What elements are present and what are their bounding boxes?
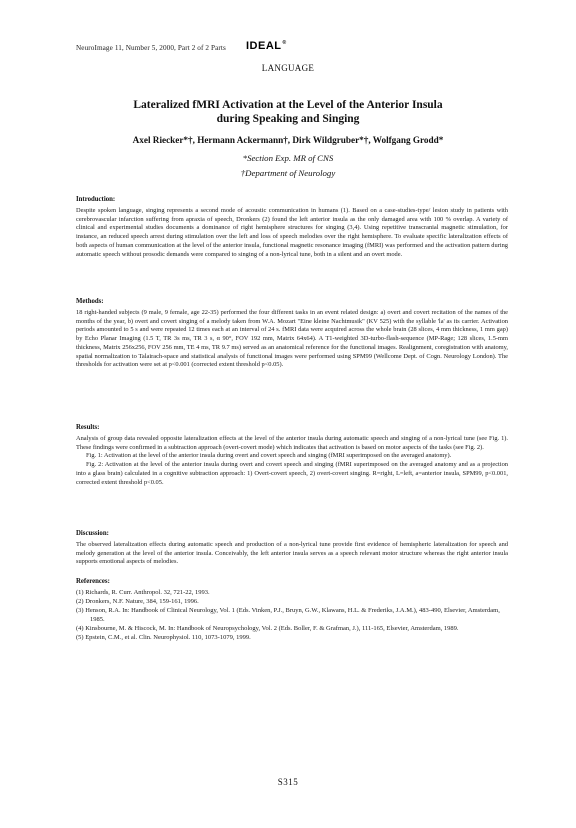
reference-item: (3) Henson, R.A. In: Handbook of Clinical Neurology, Vol. 1 (Eds. Vinken, P.J., Bruyn, G.W., Klawans, H.L. & Frederiks, J.A.M.), 483-490, Elsevier, Amsterdam, 1985. bbox=[76, 606, 500, 623]
reference-item: (1) Richards, R. Curr. Anthropol. 32, 721-22, 1993. bbox=[76, 589, 210, 596]
figure-2-caption: Fig. 2: Activation at the level of the anterior insula during overt and covert speech and singing (fMRI superimposed on the averaged anatomy and as a projection into a glass brain) calculated in a cognitive subtraction approach: 1) Overt-covert speech, 2) overt-covert singing. R=right, L=left, a=anterior insula, SPM99, p<0.001, corrected extent threshold p<0.05. bbox=[76, 461, 508, 486]
reference-item: (4) Kinsbourne, M. & Hiscock, M. In: Handbook of Neuropsychology, Vol. 2 (Eds. Boller, F. & Grafman, J.), 111-165, Elsevier, Amsterdam, 1989. bbox=[76, 624, 459, 632]
results-heading: Results: bbox=[76, 424, 100, 431]
reference-item: (5) Epstein, C.M., et al. Clin. Neurophysiol. 110, 1073-1079, 1999. bbox=[76, 633, 251, 641]
affiliation-2: †Department of Neurology bbox=[240, 168, 336, 178]
reference-list bbox=[76, 589, 508, 642]
methods-body bbox=[76, 309, 508, 370]
results-paragraph: Analysis of group data revealed opposite lateralization effects at the level of the anterior insula during automatic speech and singing of a non-lyrical tune (see Fig. 1). These findings were confirmed in a subtraction approach (overt-covert mode) which indicates that activation is based on motor aspects of the tasks (see Fig. 2). bbox=[76, 435, 508, 451]
methods-heading: Methods: bbox=[76, 298, 104, 305]
methods-paragraph: 18 right-handed subjects (9 male, 9 female, age 22-35) performed the four different tasks in an event related design: a) overt and covert recitation of the names of the months of the year, b) overt and covert singing of a melody taken from W.A. Mozart "Eine kleine Nachtmusik" (KV 525) with the syllable 'la' as its carrier. Activation periods amounted to 5 s and were repeated 12 times each at an interval of 24 s. fMRI data were acquired across the whole brain (28 slices, 4 mm thickness, 1 mm gap) by Echo Planar Imaging (1.5 T, TR 3s ms, TR 3 s, α 90°, FOV 192 mm, Matrix 64x64). A T1-weighted 3D-turbo-flash-sequence (MP-Rage; 128 slices, 1.5-mm thickness, Matrix 256x256, FOV 256 mm, TE 4 ms, TR 9.7 ms) served as an anatomical reference for the functional images. Realignment, coregistration with anatomy, spatial normalization to Talairach-space and statistical analysis of functional images were performed using SPM99 (Wellcome Dept. of Cogn. Neurology London). The thresholds for activation were set at p<0.001 (corrected extent threshold p<0.05). bbox=[76, 309, 508, 369]
reference-item: (2) Dronkers, N.F. Nature, 384, 159-161, 1996. bbox=[76, 597, 199, 605]
title-line-1: Lateralized fMRI Activation at the Level of the Anterior Insula bbox=[133, 99, 443, 111]
affiliation-1: *Section Exp. MR of CNS bbox=[242, 153, 334, 163]
article-title bbox=[80, 98, 496, 126]
author-list: Axel Riecker*†, Hermann Ackermann†, Dirk Wildgruber*†, Wolfgang Grodd* bbox=[132, 135, 444, 145]
discussion-paragraph: The observed lateralization effects during automatic speech and production of a non-lyrical tune provide first evidence of hemispheric lateralization for speech and melody generation at the level of the anterior insula. Conceivably, the left anterior insula serves as a speech relevant motor structure whereas the right anterior insula supports emotional aspects of melodies. bbox=[76, 541, 508, 566]
discussion-body bbox=[76, 541, 508, 567]
title-line-2: during Speaking and Singing bbox=[216, 113, 360, 125]
results-body bbox=[76, 435, 508, 487]
introduction-heading: Introduction: bbox=[76, 196, 116, 203]
references-heading: References: bbox=[76, 578, 110, 585]
publisher-logo bbox=[246, 40, 287, 54]
figure-1-caption: Fig. 1: Activation at the level of the anterior insula during overt and covert speech and singing (fMRI superimposed on the averaged anatomy). bbox=[86, 452, 452, 460]
page-number: S315 bbox=[277, 777, 299, 787]
section-label: LANGUAGE bbox=[261, 63, 315, 73]
introduction-body bbox=[76, 207, 508, 259]
discussion-heading: Discussion: bbox=[76, 530, 109, 537]
introduction-paragraph: Despite spoken language, singing represents a second mode of acoustic communication in humans (1). Based on a case-studies-type/ lesion study in patients with cerebrovascular infarction suffering from apraxia of speech, Dronkers (2) found the left anterior insula as the only damaged area with 100 % overlap. A variety of clinical and experimental studies documents a dominance of right hemisphere structures for singing (3,4). Using repetitive transcranial magnetic stimulation, for instance, an reduced speech arrest during stimulation over the left and loss of speech melodies over the right hemisphere. To evaluate specific lateralization effects of both aspects of human communication at the level of the anterior insula, functional magnetic resonance imaging (fMRI) was performed and the activation pattern during automatic speech without prosodic demands were compared to singing of a non-lyrical tune, both in a silent and an overt mode. bbox=[76, 207, 508, 258]
publisher-logo-text: IDEAL bbox=[246, 40, 282, 52]
registered-mark: ® bbox=[282, 40, 287, 46]
running-head: NeuroImage 11, Number 5, 2000, Part 2 of 2 Parts bbox=[76, 44, 226, 52]
